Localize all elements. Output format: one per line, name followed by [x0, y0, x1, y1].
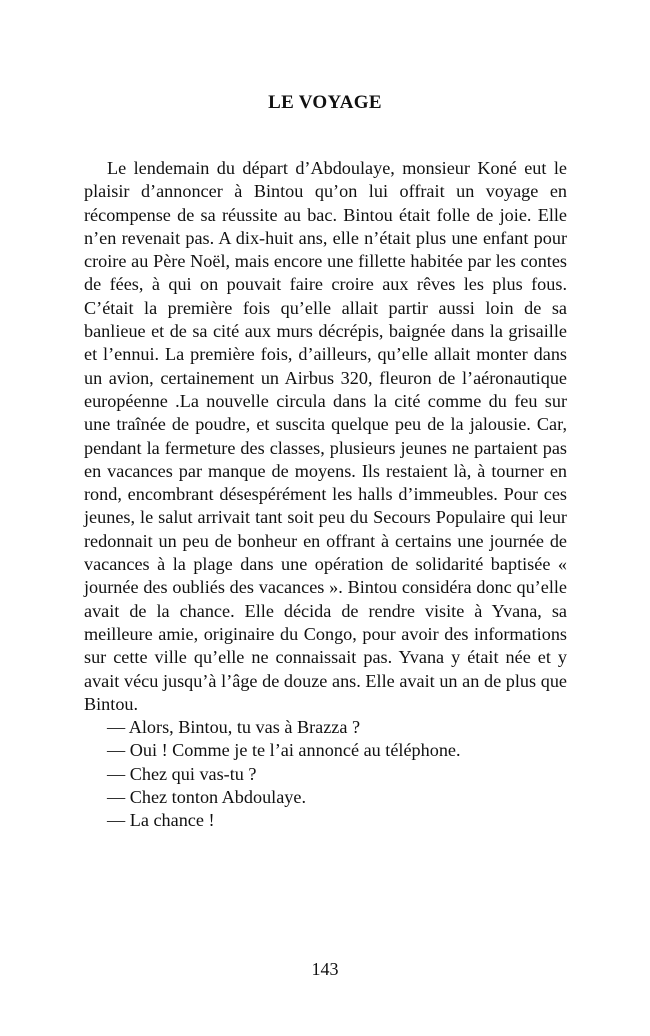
dialogue-line: — Chez tonton Abdoulaye. [107, 787, 307, 808]
page-number: 143 [311, 959, 339, 979]
body-text [84, 157, 567, 833]
dialogue-line: — Oui ! Comme je te l’ai annoncé au téléphone. [107, 740, 461, 761]
paragraph: Le lendemain du départ d’Abdoulaye, monsieur Koné eut le plaisir d’annoncer à Bintou qu’on lui offrait un voyage en récompense de sa réussite au bac. Bintou était folle de joie. Elle n’en revenait pas. A dix-huit ans, elle n’était plus une enfant pour croire au Père Noël, mais encore une fillette habitée par les contes de fées, à qui on pouvait faire croire aux rêves les plus fous. C’était la première fois qu’elle allait partir aussi loin de sa banlieue et de sa cité aux murs décrépis, baignée dans la grisaille et l’ennui. La première fois, d’ailleurs, qu’elle allait monter dans un avion, certainement un Airbus 320, fleuron de l’aéronautique européenne .La nouvelle circula dans la cité comme du feu sur une traînée de poudre, et suscita quelque peu de la jalousie. Car, pendant la fermeture des classes, plusieurs jeunes ne partaient pas en vacances par manque de moyens. Ils restaient là, à tourner en rond, encombrant désespérément les halls d’immeubles. Pour ces jeunes, le salut arrivait tant soit peu du Secours Populaire qui leur redonnait un peu de bonheur en offrant à certains une journée de vacances à la plage dans une opération de solidarité baptisée « journée des oubliés des vacances ». Bintou considéra donc qu’elle avait de la chance. Elle décida de rendre visite à Yvana, sa meilleure amie, originaire du Congo, pour avoir des informations sur cette ville qu’elle ne connaissait pas. Yvana y était née et y avait vécu jusqu’à l’âge de douze ans. Elle avait un an de plus que Bintou. [84, 158, 567, 714]
dialogue-line: — Chez qui vas-tu ? [107, 763, 257, 784]
dialogue-line: — La chance ! [107, 810, 215, 831]
chapter-title: LE VOYAGE [268, 92, 382, 113]
dialogue-line: — Alors, Bintou, tu vas à Brazza ? [107, 717, 361, 738]
